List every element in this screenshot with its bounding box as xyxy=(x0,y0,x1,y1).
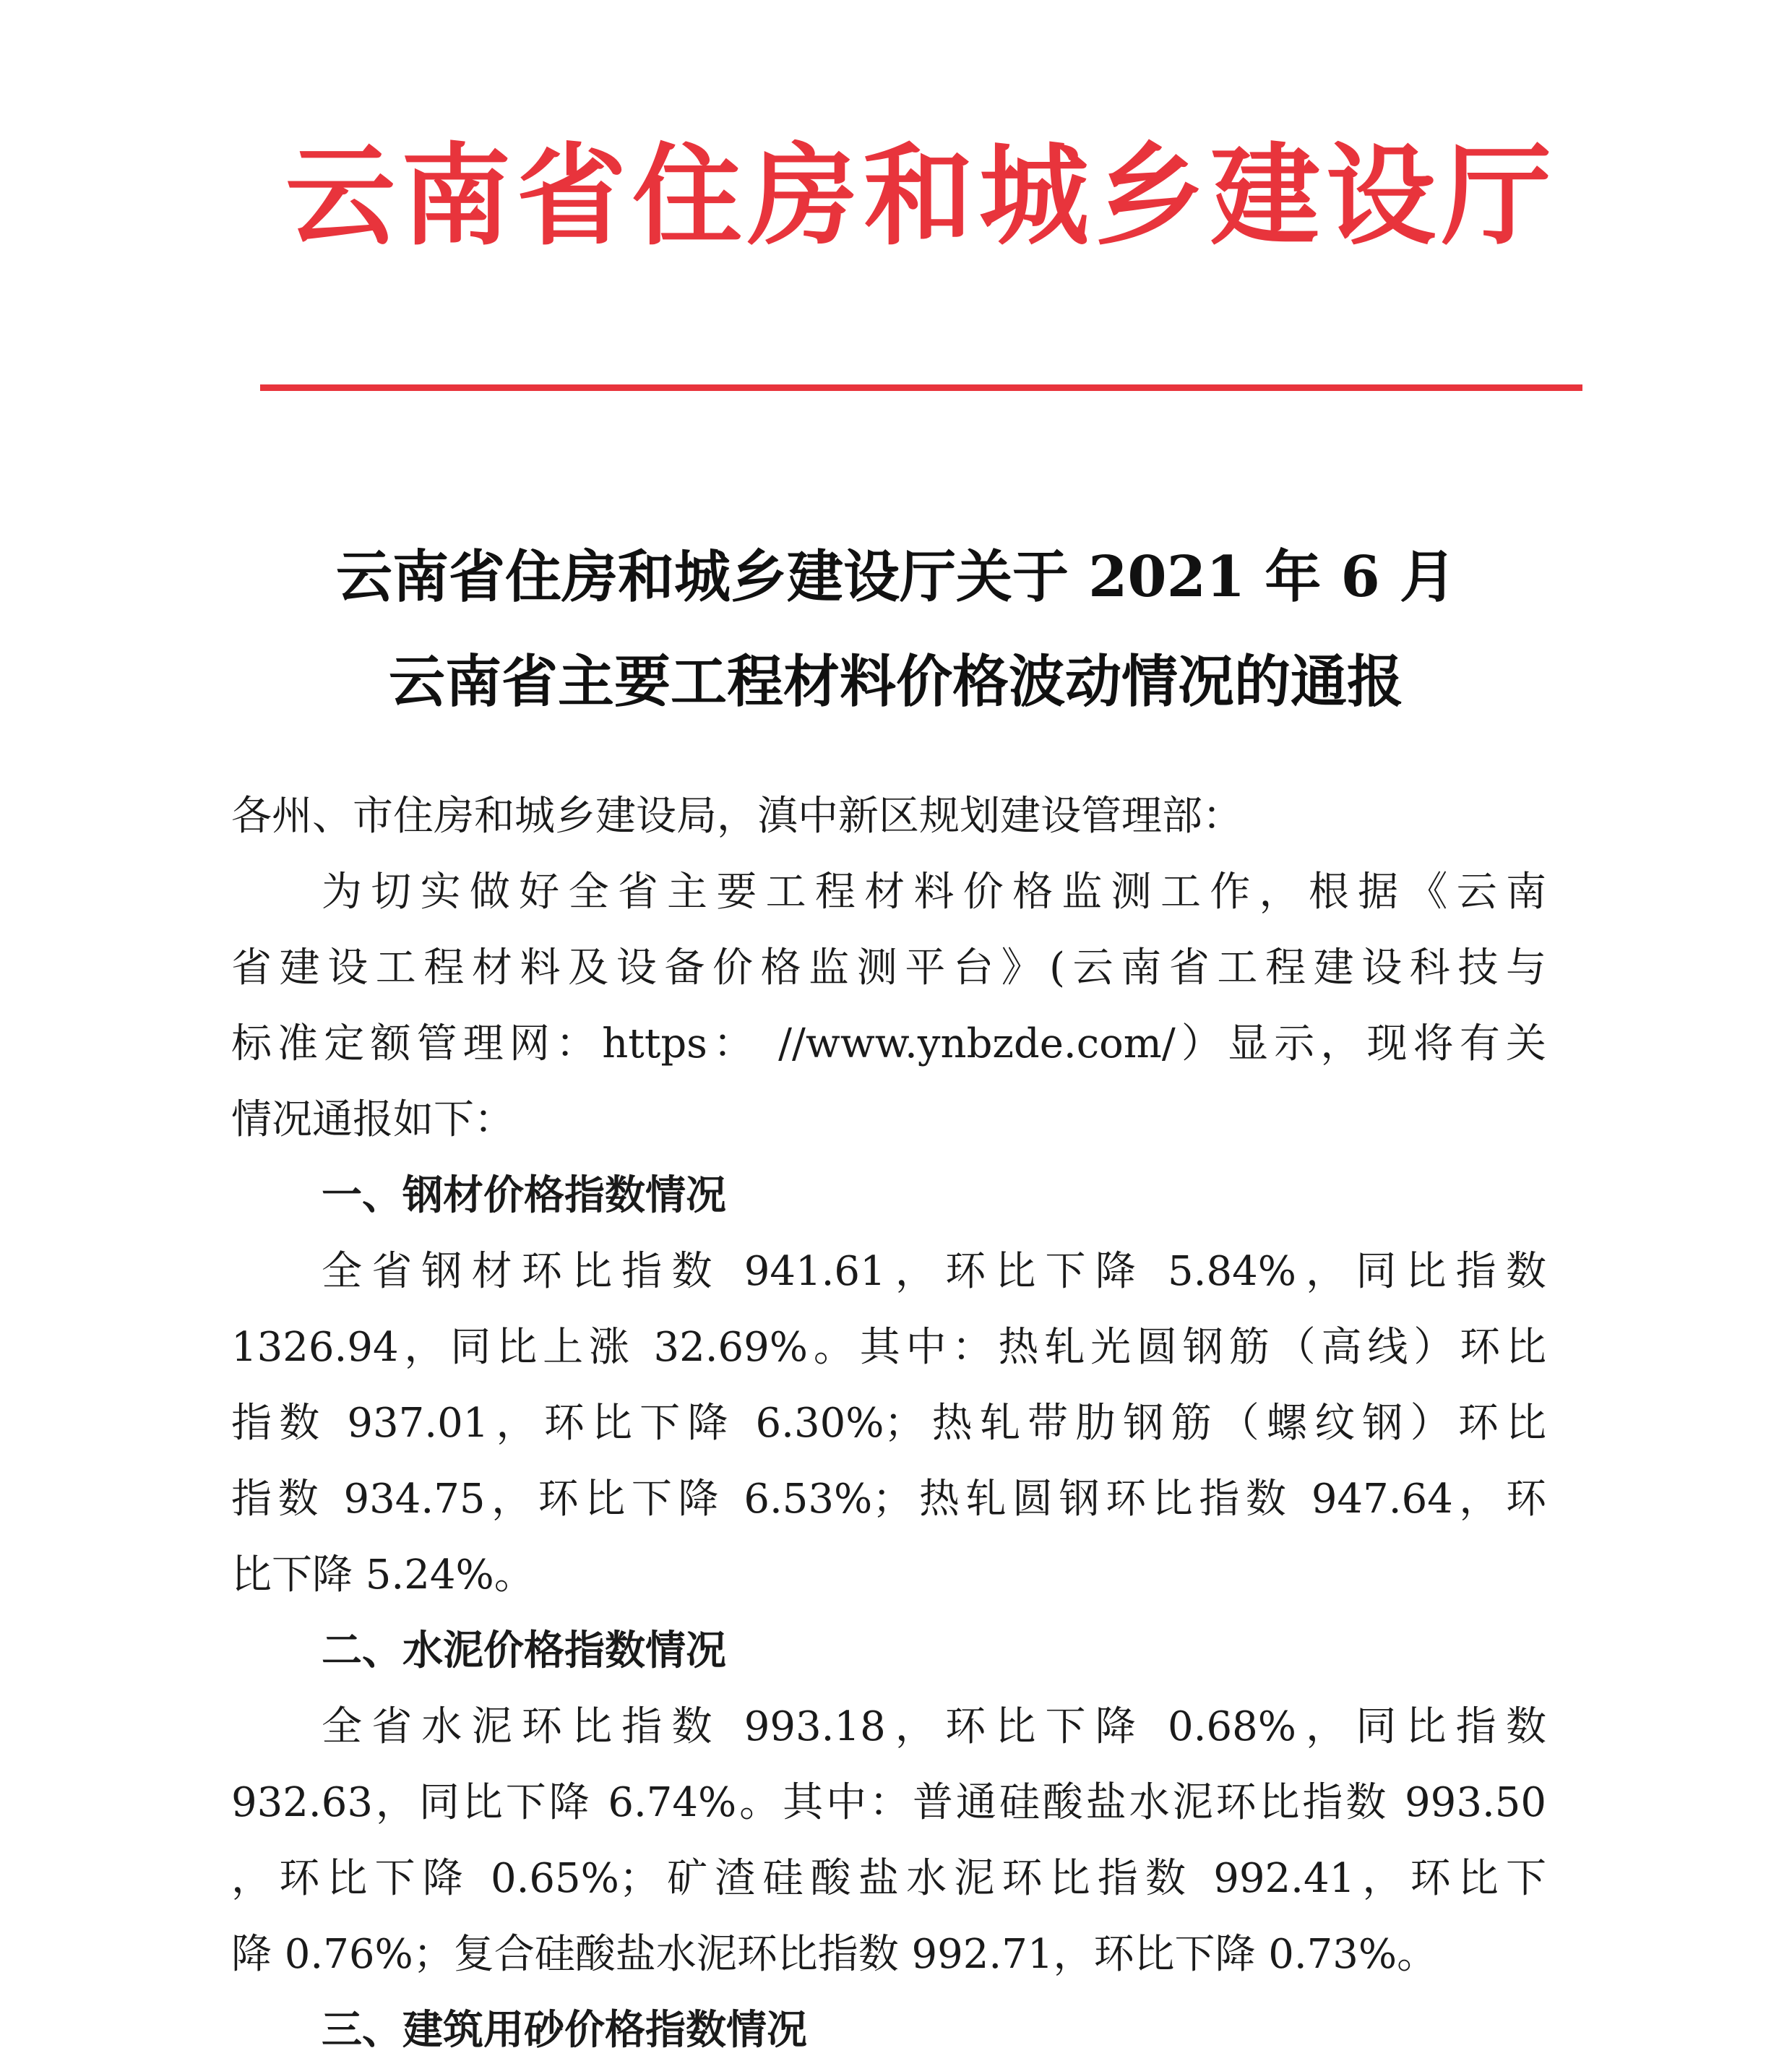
intro-line-4: 情况通报如下： xyxy=(231,1096,514,1143)
intro-line-1: 为切实做好全省主要工程材料价格监测工作，根据《云南 xyxy=(322,869,1546,916)
letterhead-org-name: 云南省住房和城乡建设厅 xyxy=(285,131,1557,260)
intro-line-2: 省建设工程材料及设备价格监测平台》(云南省工程建设科技与 xyxy=(231,945,1546,991)
steel-line-2: 1326.94，同比上涨 32.69%。其中：热轧光圆钢筋（高线）环比 xyxy=(231,1324,1546,1371)
steel-line-5: 比下降 5.24%。 xyxy=(231,1552,535,1599)
steel-line-3: 指数 937.01，环比下降 6.30%；热轧带肋钢筋（螺纹钢）环比 xyxy=(231,1400,1546,1447)
cement-line-4: 降 0.76%；复合硅酸盐水泥环比指数 992.71，环比下降 0.73%。 xyxy=(231,1931,1438,1978)
letterhead-red-rule xyxy=(260,384,1582,391)
cement-line-2: 932.63，同比下降 6.74%。其中：普通硅酸盐水泥环比指数 993.50 xyxy=(231,1779,1546,1826)
steel-line-1: 全省钢材环比指数 941.61，环比下降 5.84%，同比指数 xyxy=(322,1248,1546,1295)
document-title-line-2: 云南省主要工程材料价格波动情况的通报 xyxy=(388,649,1403,715)
cement-line-3: ，环比下降 0.65%；矿渣硅酸盐水泥环比指数 992.41，环比下 xyxy=(231,1855,1546,1902)
section-heading-cement: 二、水泥价格指数情况 xyxy=(322,1627,726,1674)
section-heading-sand: 三、建筑用砂价格指数情况 xyxy=(322,2007,807,2054)
salutation: 各州、市住房和城乡建设局，滇中新区规划建设管理部： xyxy=(231,793,1243,840)
document-title-line-1: 云南省住房和城乡建设厅关于 2021 年 6 月 xyxy=(336,544,1456,610)
steel-line-4: 指数 934.75，环比下降 6.53%；热轧圆钢环比指数 947.64，环 xyxy=(231,1476,1546,1523)
intro-line-3: 标准定额管理网：https： //www.ynbzde.com/）显示，现将有关 xyxy=(231,1020,1546,1067)
cement-line-1: 全省水泥环比指数 993.18，环比下降 0.68%，同比指数 xyxy=(322,1703,1546,1750)
section-heading-steel: 一、钢材价格指数情况 xyxy=(322,1172,726,1219)
